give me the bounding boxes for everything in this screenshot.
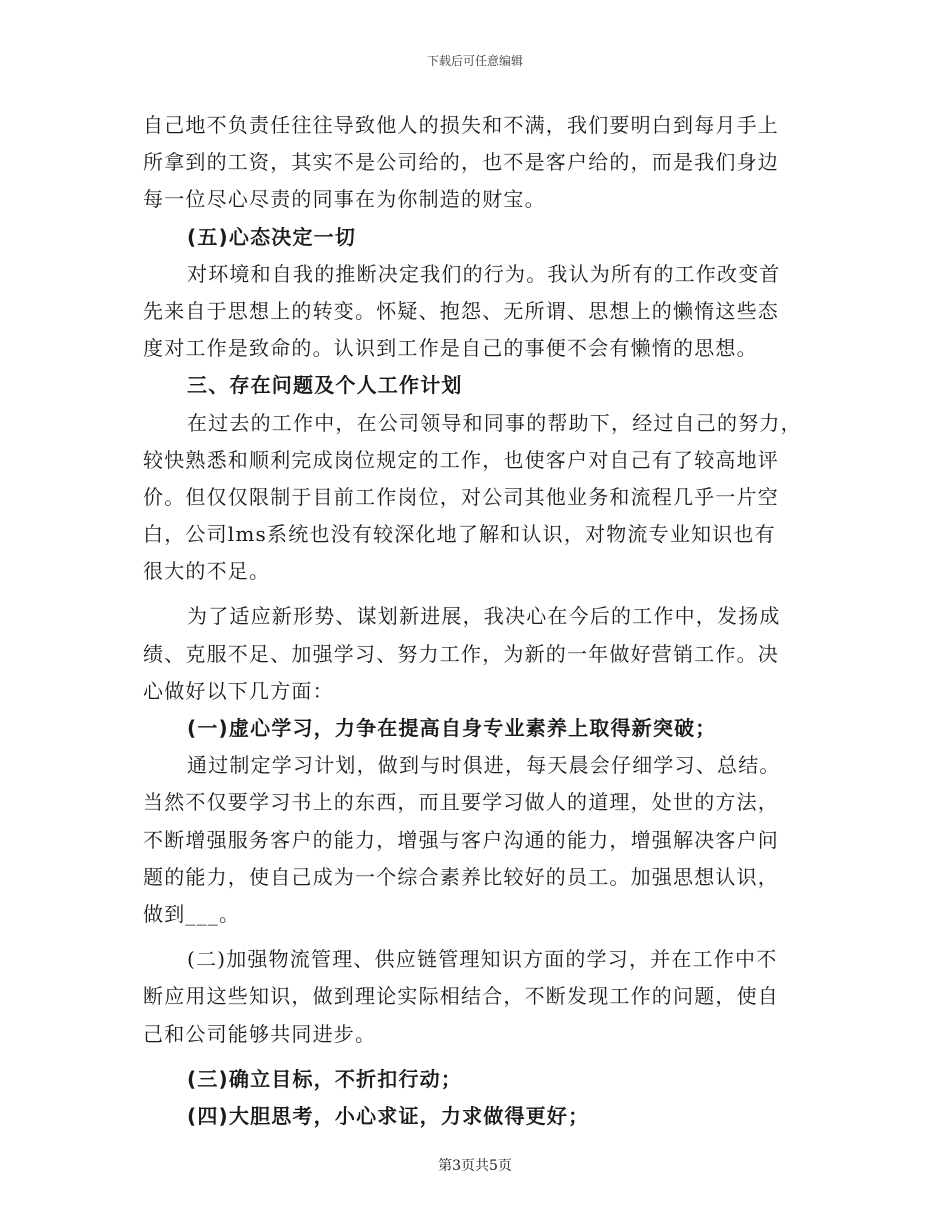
section-heading-3: 三、存在问题及个人工作计划	[187, 373, 463, 398]
body-line: (二)加强物流管理、供应链管理知识方面的学习，并在工作中不	[187, 947, 778, 972]
body-line: 白，公司lms系统也没有较深化地了解和认识，对物流专业知识也有	[143, 522, 776, 547]
subheading-3: (三)确立目标，不折扣行动；	[187, 1066, 463, 1091]
page-footer: 第3页共5页	[438, 1158, 512, 1174]
page-header: 下载后可任意编辑	[426, 54, 523, 68]
body-line: 较快熟悉和顺利完成岗位规定的工作，也使客户对自己有了较高地评	[143, 447, 779, 472]
subheading-1: (一)虚心学习，力争在提高自身专业素养上取得新突破；	[187, 716, 717, 740]
section-heading-5: (五)心态决定一切	[187, 224, 357, 249]
body-line: 每一位尽心尽责的同事在为你制造的财宝。	[143, 187, 546, 212]
body-line: 通过制定学习计划，做到与时俱进，每天晨会仔细学习、总结。	[187, 753, 781, 778]
body-line: 做到___。	[143, 901, 241, 926]
document-body	[143, 107, 808, 1135]
body-line: 在过去的工作中，在公司领导和同事的帮助下，经过自己的努力，	[187, 410, 802, 435]
subheading-4: (四)大胆思考，小心求证，力求做得更好；	[187, 1103, 590, 1128]
body-line: 先来自于思想上的转变。怀疑、抱怨、无所谓、思想上的懒惰这些态	[143, 298, 779, 323]
body-line: 当然不仅要学习书上的东西，而且要学习做人的道理，处世的方法，	[143, 790, 779, 815]
body-line: 很大的不足。	[143, 559, 271, 584]
body-line: 对环境和自我的推断决定我们的行为。我认为所有的工作改变首	[187, 261, 781, 286]
body-line: 己和公司能够共同进步。	[143, 1021, 377, 1046]
paragraph-spacer	[143, 1053, 808, 1061]
body-line: 自己地不负责任往往导致他人的损失和不满，我们要明白到每月手上	[143, 113, 779, 137]
body-line: 所拿到的工资，其实不是公司给的，也不是客户给的，而是我们身边	[143, 150, 779, 175]
body-line: 不断增强服务客户的能力，增强与客户沟通的能力，增强解决客户问	[143, 827, 779, 852]
body-line: 度对工作是致命的。认识到工作是自己的事便不会有懒惰的思想。	[143, 336, 758, 361]
body-line: 题的能力，使自己成为一个综合素养比较好的员工。加强思想认识，	[143, 864, 779, 889]
body-line: 断应用这些知识，做到理论实际相结合，不断发现工作的问题，使自	[143, 984, 779, 1009]
body-line: 绩、克服不足、加强学习、努力工作，为新的一年做好营销工作。决	[143, 641, 779, 666]
paragraph-spacer	[143, 933, 808, 941]
body-line: 为了适应新形势、谋划新进展，我决心在今后的工作中，发扬成	[187, 604, 781, 629]
body-line: 心做好以下几方面：	[143, 678, 334, 703]
body-line: 价。但仅仅限制于目前工作岗位，对公司其他业务和流程几乎一片空	[143, 484, 779, 509]
paragraph-spacer	[143, 590, 808, 598]
